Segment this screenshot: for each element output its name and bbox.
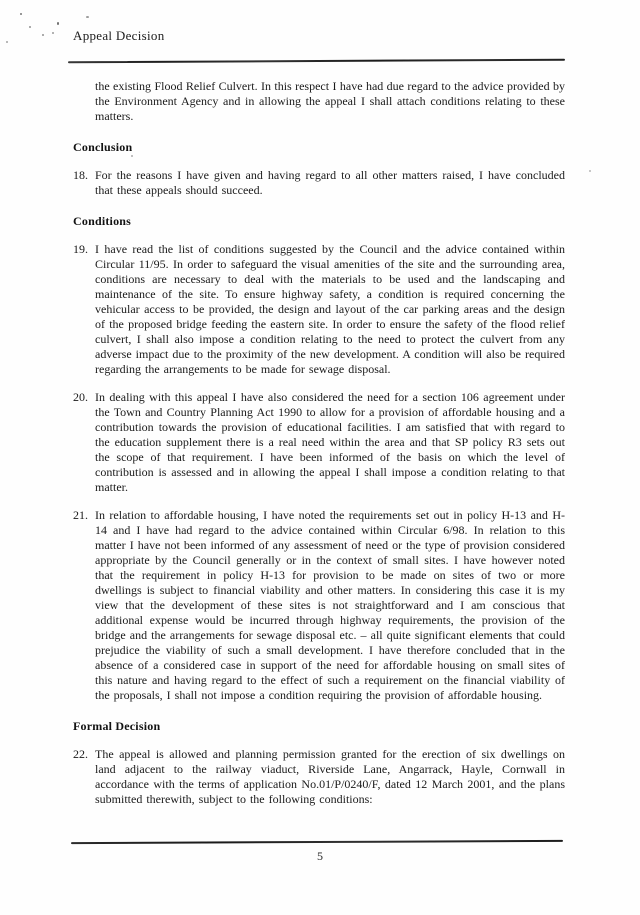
paragraph-21 [73,508,565,703]
paragraph-number: 19. [73,242,88,256]
paragraph-19 [73,242,565,377]
section-heading-conditions: Conditions [73,214,132,228]
page-number: 5 [317,849,323,863]
section-heading-formal-decision: Formal Decision [73,719,161,733]
paragraph-text: In relation to affordable housing, I have noted the requirements set out in policy H-13 and H-14 and I have had regard to the advice contained within Circular 6/98. In relation to this matter I have not been informed of any assessment of need or the type of provision considered appropriate by the Council generally or in the context of small sites. I have however noted that the requirement in policy H-13 for provision to be made on sites of two or more dwellings is subject to financial viability and other matters. In considering this case it is my view that the development of these sites is not straightforward and I am conscious that additional expense would be incurred through highway requirements, the provision of the bridge and the arrangements for sewage disposal etc. – all quite significant elements that could prejudice the viability of such a small development. I have therefore concluded that in the absence of a considered case in support of the need for affordable housing on small sites of this nature and having regard to the effect of such a requirement on the financial viability of the proposals, I shall not impose a condition requiring the provision of affordable housing. [95,508,565,702]
paragraph-number: 18. [73,168,88,182]
paragraph-text: In dealing with this appeal I have also considered the need for a section 106 agreement under the Town and Country Planning Act 1990 to allow for a provision of affordable housing and a contribution towards the provision of educational facilities. I am satisfied that with regard to the education supplement there is a real need within the area and that SP policy R3 sets out the scope of that requirement. I have been informed of the basis on which the level of contribution is assessed and in allowing the appeal I shall impose a condition relating to that matter. [95,390,565,494]
paragraph-20 [73,390,565,495]
paragraph-number: 20. [73,390,88,404]
footer-rule [71,840,563,844]
section-heading-conclusion: Conclusion [73,140,133,154]
paragraph-22 [73,747,565,807]
paragraph-text: I have read the list of conditions suggested by the Council and the advice contained within Circular 11/95. In order to safeguard the visual amenities of the site and the surrounding area, conditions are necessary to deal with the materials to be used and the landscaping and maintenance of the site. To ensure highway safety, a condition is required concerning the vehicular access to be provided, the design and layout of the car parking areas and the design of the proposed bridge feeding the eastern site. In order to ensure the safety of the flood relief culvert, I shall also impose a condition relating to the need to protect the culvert from any adverse impact due to the proximity of the new development. A condition will also be required regarding the arrangements to be made for sewage disposal. [95,242,565,376]
paragraph-number: 21. [73,508,88,522]
paragraph-number: 22. [73,747,88,761]
paragraph-text: The appeal is allowed and planning permission granted for the erection of six dwellings on land adjacent to the railway viaduct, Riverside Lane, Angarrack, Hayle, Cornwall in accordance with the terms of application No.01/P/0240/F, dated 12 March 2001, and the plans submitted therewith, subject to the following conditions: [95,747,565,806]
document-body [73,79,565,807]
header-rule [68,59,565,64]
paragraph-continuation: the existing Flood Relief Culvert. In this respect I have had due regard to the advice provided by the Environment Agency and in allowing the appeal I shall attach conditions relating to these matters. [95,79,565,123]
document-header-title: Appeal Decision [73,28,165,43]
paragraph-18 [73,168,565,198]
paragraph-text: For the reasons I have given and having regard to all other matters raised, I have concluded that these appeals should succeed. [95,168,565,197]
